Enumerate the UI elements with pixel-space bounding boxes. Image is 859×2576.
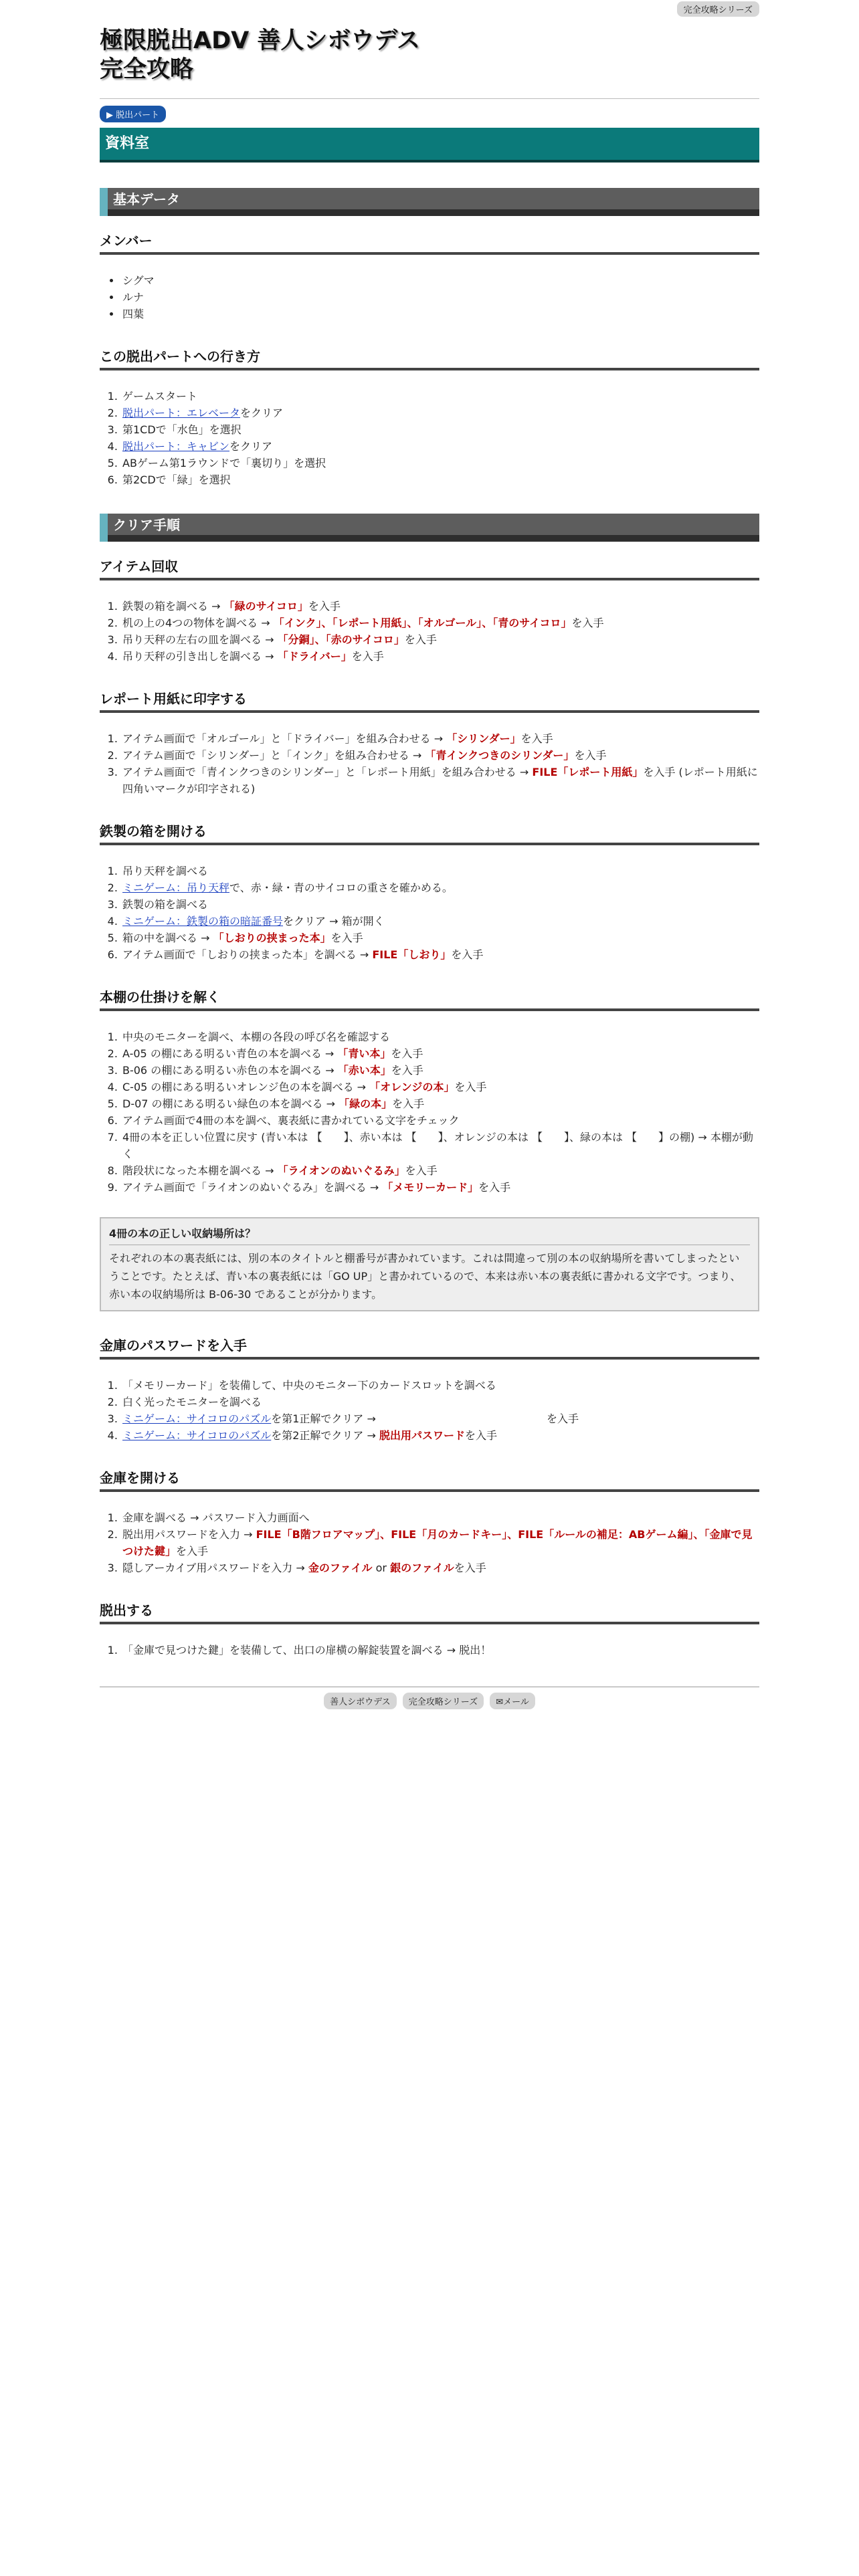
step-text: を入手 (176, 1545, 209, 1558)
step (121, 1560, 759, 1576)
step-text: 「メモリーカード」を装備して、中央のモニター下のカードスロットを調べる (122, 1379, 496, 1392)
members-list (100, 272, 759, 322)
step-text: D-07 の棚にある明るい緑色の本を調べる → (122, 1097, 339, 1111)
step-text: 「金庫で見つけた鍵」を装備して、出口の扉横の解錠装置を調べる → 脱出！ (122, 1644, 492, 1657)
step-text: ABゲーム第1ラウンドで「裏切り」を選択 (122, 457, 326, 470)
separator: 、 (507, 1528, 518, 1541)
footer-nav (100, 1693, 759, 1709)
page (100, 0, 759, 1709)
separator: 、 (314, 633, 326, 647)
escape-steps (100, 1642, 759, 1658)
section-clear-steps: クリア手順 (100, 514, 759, 542)
title-divider (100, 98, 759, 99)
step-text: 箱の中を調べる → (122, 932, 213, 945)
step (121, 747, 759, 764)
item-name: 「オルゴール」 (417, 617, 482, 630)
item-name: 「しおりの挟まった本」 (213, 932, 331, 945)
item-collect-steps (100, 598, 759, 665)
route-steps (100, 388, 759, 488)
item-name: 金のファイル (308, 1562, 373, 1575)
step-text: アイテム画面で「しおりの挟まった本」を調べる → (122, 948, 373, 962)
box-steps (100, 863, 759, 963)
step-text: 金庫を調べる → パスワード入力画面へ (122, 1511, 310, 1525)
link-dice-puzzle-1[interactable]: ミニゲーム：サイコロのパズル (122, 1412, 272, 1426)
step-text: 第1CDで「水色」を選択 (122, 423, 242, 437)
link-balance-minigame[interactable]: ミニゲーム：吊り天秤 (122, 881, 230, 895)
step-text: 机の上の4つの物体を調べる → (122, 617, 274, 630)
member-item: • 四葉 (121, 306, 759, 322)
item-name: 「緑の本」 (339, 1097, 393, 1111)
step (121, 598, 759, 615)
room-title: 資料室 (100, 128, 759, 163)
link-dice-puzzle-2[interactable]: ミニゲーム：サイコロのパズル (122, 1429, 272, 1442)
step-text: を入手 (391, 1047, 423, 1061)
route-step (121, 421, 759, 438)
step-text: を入手 (405, 1164, 438, 1178)
step (121, 896, 759, 913)
step-text: をクリア → 箱が開く (283, 915, 385, 928)
item-name: FILE「レポート用紙」 (532, 766, 644, 779)
step-text: を入手 (308, 600, 341, 613)
safe-password-heading: 金庫のパスワードを入手 (100, 1337, 759, 1360)
item-name: FILE「月のカードキー」 (391, 1528, 508, 1541)
separator: 、 (321, 617, 332, 630)
step-text: アイテム画面で「シリンダー」と「インク」を組み合わせる → (122, 749, 425, 762)
member-item: • ルナ (121, 289, 759, 306)
step-text: を入手 (391, 1064, 423, 1077)
link-elevator[interactable]: 脱出パート：エレベータ (122, 407, 241, 420)
step-text: 白く光ったモニターを調べる (122, 1396, 262, 1409)
step (121, 1162, 759, 1179)
route-heading: この脱出パートへの行き方 (100, 348, 759, 370)
step (121, 764, 759, 797)
site-title-line2: 完全攻略 (100, 56, 194, 83)
item-name: 銀のファイル (390, 1562, 454, 1575)
route-step (121, 471, 759, 488)
step-text: 脱出用パスワードを入力 → (122, 1528, 256, 1541)
item-name: 「インク」 (273, 617, 322, 630)
step-text: 隠しアーカイブ用パスワードを入力 → (122, 1562, 308, 1575)
step-text: ゲームスタート (122, 390, 198, 403)
step-text: を入手 (451, 948, 484, 962)
step (121, 1062, 759, 1079)
step-text: アイテム画面で4冊の本を調べ、裏表紙に書かれている文字をチェック (122, 1114, 460, 1128)
item-name: 「青のサイコロ」 (492, 617, 572, 630)
step (121, 1045, 759, 1062)
step-text: をクリア (240, 407, 284, 420)
escape-part-badge[interactable]: ▶ 脱出パート (100, 106, 166, 122)
hint-title: 4冊の本の正しい収納場所は？ (109, 1222, 750, 1245)
item-name: 「オレンジの本」 (369, 1081, 455, 1094)
member-item: • シグマ (121, 272, 759, 289)
step (121, 1642, 759, 1658)
step-text: を第2正解でクリア → (271, 1429, 380, 1442)
footer-link-series[interactable]: 完全攻略シリーズ (403, 1693, 484, 1709)
step (121, 648, 759, 665)
step (121, 1377, 759, 1394)
footer-link-game[interactable]: 善人シボウデス (324, 1693, 396, 1709)
item-name: 「青い本」 (337, 1047, 391, 1061)
step-text: を入手 (レポート用紙に四角いマークが印字される) (122, 766, 758, 796)
section-basic-data: 基本データ (100, 188, 759, 216)
step-text: 鉄製の箱を調べる (122, 898, 209, 911)
escape-heading: 脱出する (100, 1602, 759, 1624)
step-text: 4冊の本を正しい位置に戻す (青い本は 【 】、赤い本は 【 】、オレンジの本は 【 】、緑の本は 【 】の棚) → 本棚が動く (122, 1131, 753, 1161)
step-text: を入手 (351, 650, 384, 663)
step-text: をクリア (229, 440, 273, 453)
step (121, 930, 759, 946)
site-title-line1: 極限脱出ADV 善人シボウデス (100, 27, 421, 54)
step-text: を入手 (465, 1429, 498, 1442)
route-step (121, 388, 759, 405)
step-text: or (372, 1562, 391, 1575)
step-text: 吊り天秤の左右の皿を調べる → (122, 633, 278, 647)
members-heading: メンバー (100, 232, 759, 255)
step (121, 879, 759, 896)
separator: 、 (482, 617, 493, 630)
step-text: 鉄製の箱を調べる → (122, 600, 224, 613)
item-name: 「レポート用紙」 (332, 617, 407, 630)
step-text: A-05 の棚にある明るい青色の本を調べる → (122, 1047, 338, 1061)
hint-body: それぞれの本の裏表紙には、別の本のタイトルと棚番号が書かれています。これは間違って別の本の収納場所を書いてしまったということです。たとえば、青い本の裏表紙には「GO UP」と書かれているので、本来は赤い本の裏表紙に書かれる文字です。つまり、赤い本の収納場所は B-06-30 であることが分かります。 (109, 1252, 741, 1301)
step (121, 1095, 759, 1112)
step-text: 吊り天秤を調べる (122, 865, 209, 878)
separator: 、 (407, 617, 418, 630)
item-name: 「赤い本」 (337, 1064, 391, 1077)
step-text: を入手 (478, 1181, 511, 1194)
step (121, 913, 759, 930)
shelf-heading: 本棚の仕掛けを解く (100, 988, 759, 1011)
step (121, 1179, 759, 1196)
item-name: 「赤のサイコロ」 (325, 633, 405, 647)
step-text: 第2CDで「緑」を選択 (122, 473, 231, 487)
link-cabin[interactable]: 脱出パート：キャビン (122, 440, 230, 453)
item-name: 脱出用パスワード (379, 1429, 466, 1442)
item-name: 「青インクつきのシリンダー」 (425, 749, 575, 762)
safe-password-steps (100, 1377, 759, 1444)
item-name: FILE「B階フロアマップ」 (256, 1528, 381, 1541)
step-text: で、赤・緑・青のサイコロの重さを確かめる。 (229, 881, 453, 895)
step (121, 1079, 759, 1095)
step-text: 中央のモニターを調べ、本棚の各段の呼び名を確認する (122, 1031, 391, 1044)
step (121, 1526, 759, 1560)
route-step (121, 405, 759, 421)
step-text: 階段状になった本棚を調べる → (122, 1164, 278, 1178)
step-text: を入手 (330, 932, 363, 945)
step (121, 863, 759, 879)
step (121, 1394, 759, 1410)
step-text: B-06 の棚にある明るい赤色の本を調べる → (122, 1064, 338, 1077)
step-text: を入手 (454, 1562, 486, 1575)
step-text: を入手 (520, 732, 553, 746)
step (121, 946, 759, 963)
step-text: を入手 (574, 749, 607, 762)
item-name: FILE「しおり」 (372, 948, 452, 962)
hint-box (100, 1217, 759, 1311)
item-name: FILE「ルールの補足：ABゲーム編」 (518, 1528, 694, 1541)
print-heading: レポート用紙に印字する (100, 690, 759, 713)
step (121, 1129, 759, 1162)
item-name: 「金庫で見つけた鍵」 (122, 1528, 753, 1558)
step (121, 615, 759, 631)
safe-open-steps (100, 1509, 759, 1576)
item-name: 「緑のサイコロ」 (223, 600, 308, 613)
shelf-steps (100, 1029, 759, 1196)
separator: 、 (693, 1528, 704, 1541)
step-text: C-05 の棚にある明るいオレンジ色の本を調べる → (122, 1081, 370, 1094)
step (121, 730, 759, 747)
step-text: を第1正解でクリア → (271, 1412, 380, 1426)
step (121, 1509, 759, 1526)
step-text: 吊り天秤の引き出しを調べる → (122, 650, 278, 663)
separator: 、 (380, 1528, 391, 1541)
route-step (121, 438, 759, 455)
item-name: 「ドライバー」 (277, 650, 352, 663)
step (121, 1029, 759, 1045)
step-text: を入手 (547, 1412, 579, 1426)
step-text: を入手 (404, 633, 437, 647)
step-text: を入手 (392, 1097, 425, 1111)
site-title (100, 0, 759, 84)
item-name: 「シリンダー」 (446, 732, 521, 746)
step-text: アイテム画面で「青インクつきのシリンダー」と「レポート用紙」を組み合わせる → (122, 766, 533, 779)
series-badge-link[interactable]: 完全攻略シリーズ (677, 1, 759, 17)
safe-open-heading: 金庫を開ける (100, 1469, 759, 1492)
step-text: を入手 (571, 617, 604, 630)
footer-link-mail[interactable]: ✉メール (490, 1693, 535, 1709)
item-name: 「分銅」 (277, 633, 315, 647)
link-iron-box-minigame[interactable]: ミニゲーム：鉄製の箱の暗証番号 (122, 915, 284, 928)
item-collect-heading: アイテム回収 (100, 558, 759, 580)
step (121, 1427, 759, 1444)
print-steps (100, 730, 759, 797)
step-text: アイテム画面で「オルゴール」と「ドライバー」を組み合わせる → (122, 732, 447, 746)
item-name: 「メモリーカード」 (382, 1181, 479, 1194)
step (121, 1112, 759, 1129)
item-name: 「ライオンのぬいぐるみ」 (277, 1164, 405, 1178)
route-step (121, 455, 759, 471)
step (121, 631, 759, 648)
step-text: アイテム画面で「ライオンのぬいぐるみ」を調べる → (122, 1181, 383, 1194)
step (121, 1410, 759, 1427)
step-text: を入手 (454, 1081, 487, 1094)
box-heading: 鉄製の箱を開ける (100, 823, 759, 845)
